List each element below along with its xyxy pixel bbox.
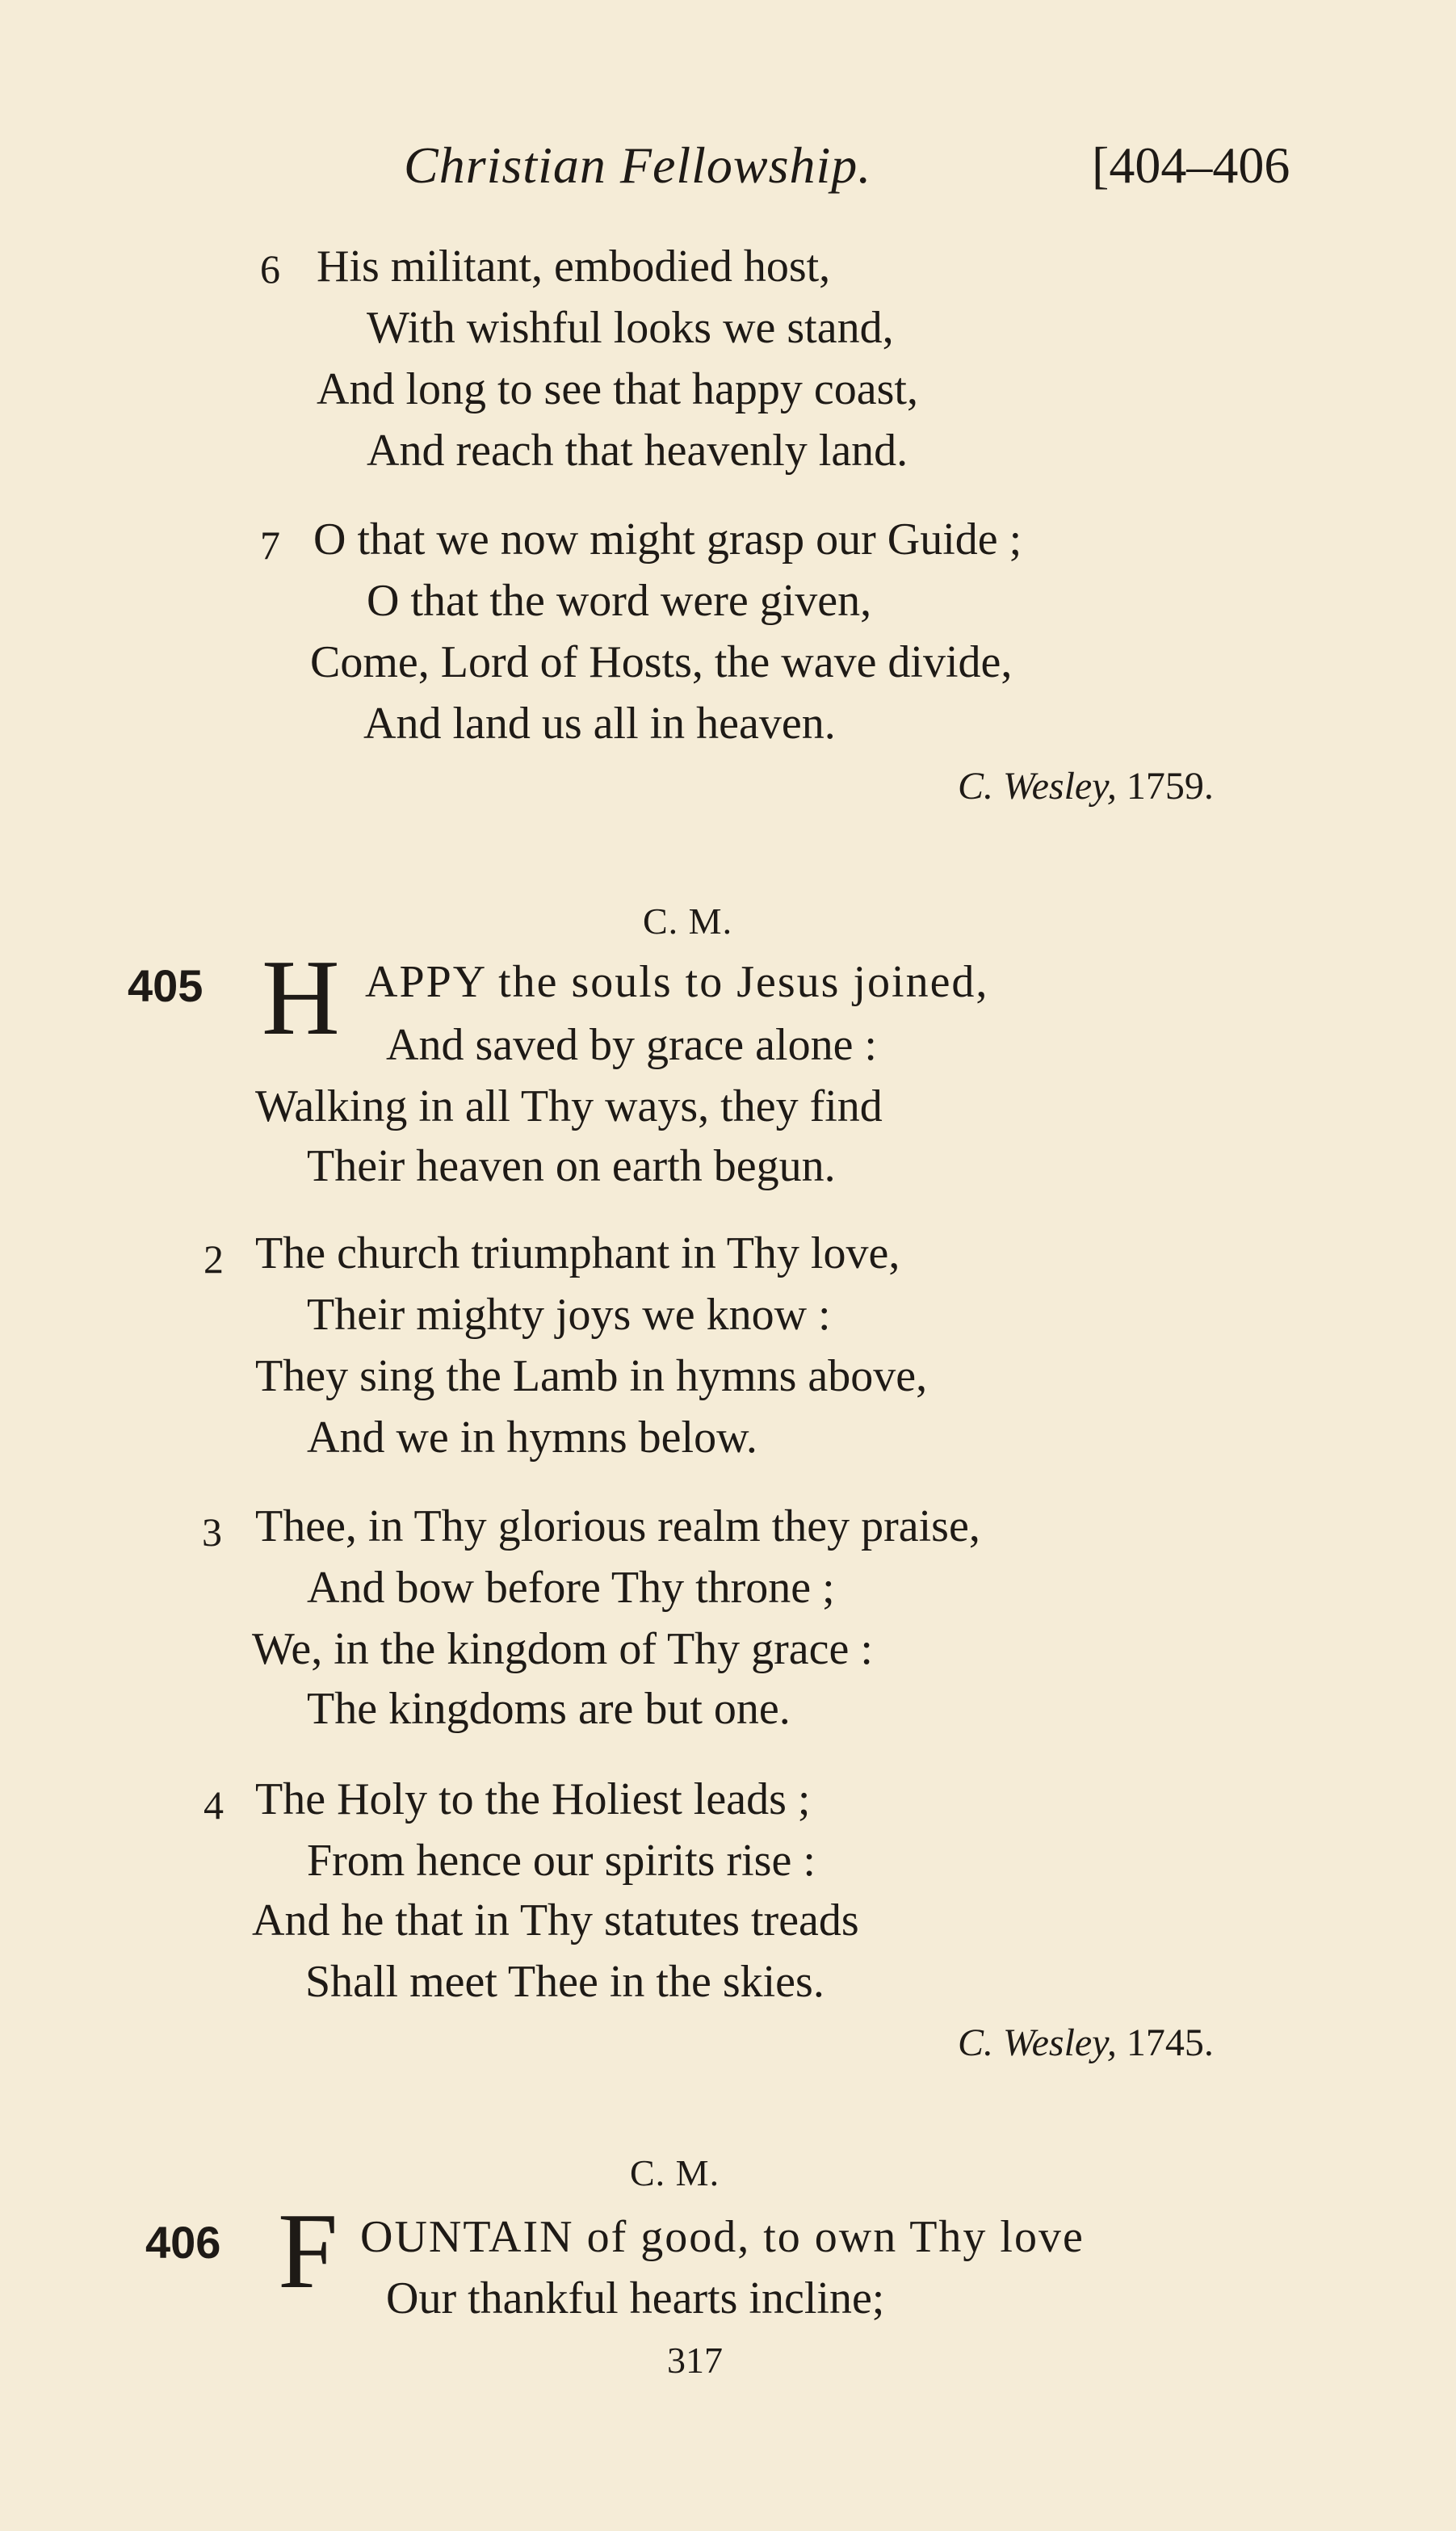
- verse-line: Thee, in Thy glorious realm they praise,: [255, 1501, 980, 1551]
- verse-line: Come, Lord of Hosts, the wave divide,: [310, 637, 1013, 687]
- verse-line: And saved by grace alone :: [386, 1020, 877, 1070]
- meter-label: C. M.: [630, 2152, 720, 2193]
- verse-line: Our thankful hearts incline;: [386, 2273, 885, 2323]
- verse-line: With wishful looks we stand,: [367, 303, 894, 353]
- attribution-author: C. Wesley,: [958, 765, 1117, 808]
- page-number: 317: [667, 2340, 723, 2381]
- first-line: OUNTAIN of good, to own Thy love: [360, 2212, 1085, 2262]
- first-line: APPY the souls to Jesus joined,: [365, 957, 989, 1007]
- verse-line: And land us all in heaven.: [363, 699, 836, 749]
- attribution-year: 1745.: [1126, 2021, 1214, 2064]
- verse-line: O that we now might grasp our Guide ;: [313, 514, 1022, 565]
- verse-line: And long to see that happy coast,: [317, 364, 918, 414]
- verse-line: And he that in Thy statutes treads: [252, 1895, 859, 1945]
- verse-number: 3: [202, 1509, 222, 1555]
- verse-line: His militant, embodied host,: [317, 241, 831, 292]
- verse-number: 4: [204, 1782, 224, 1828]
- attribution-405: [958, 2021, 1214, 2065]
- verse-line: And reach that heavenly land.: [367, 426, 908, 476]
- verse-line: And we in hymns below.: [307, 1412, 757, 1463]
- verse-number: 2: [204, 1236, 224, 1282]
- verse-line: They sing the Lamb in hymns above,: [255, 1351, 928, 1401]
- verse-line: Their mighty joys we know :: [307, 1290, 831, 1340]
- verse-number: 6: [260, 246, 280, 292]
- hymn-number: 406: [145, 2217, 221, 2268]
- verse-line: The Holy to the Holiest leads ;: [255, 1774, 811, 1824]
- meter-label: C. M.: [643, 900, 733, 942]
- attribution-404: [958, 764, 1214, 808]
- verse-line: We, in the kingdom of Thy grace :: [252, 1624, 873, 1674]
- hymn-number: 405: [128, 960, 204, 1011]
- verse-line: The church triumphant in Thy love,: [255, 1228, 900, 1278]
- verse-line: Walking in all Thy ways, they find: [255, 1081, 883, 1131]
- verse-line: And bow before Thy throne ;: [307, 1563, 835, 1613]
- attribution-author: C. Wesley,: [958, 2021, 1117, 2064]
- verse-line: Shall meet Thee in the skies.: [305, 1957, 825, 2007]
- verse-line: From hence our spirits rise :: [307, 1836, 816, 1886]
- drop-cap: H: [262, 938, 340, 1057]
- verse-line: Their heaven on earth begun.: [307, 1141, 836, 1191]
- verse-line: The kingdoms are but one.: [307, 1684, 791, 1734]
- verse-number: 7: [260, 523, 280, 568]
- hymn-range: [404–406: [1092, 136, 1290, 194]
- verse-line: O that the word were given,: [367, 576, 872, 626]
- attribution-year: 1759.: [1126, 765, 1214, 808]
- running-title: Christian Fellowship.: [404, 136, 872, 194]
- drop-cap: F: [278, 2191, 338, 2311]
